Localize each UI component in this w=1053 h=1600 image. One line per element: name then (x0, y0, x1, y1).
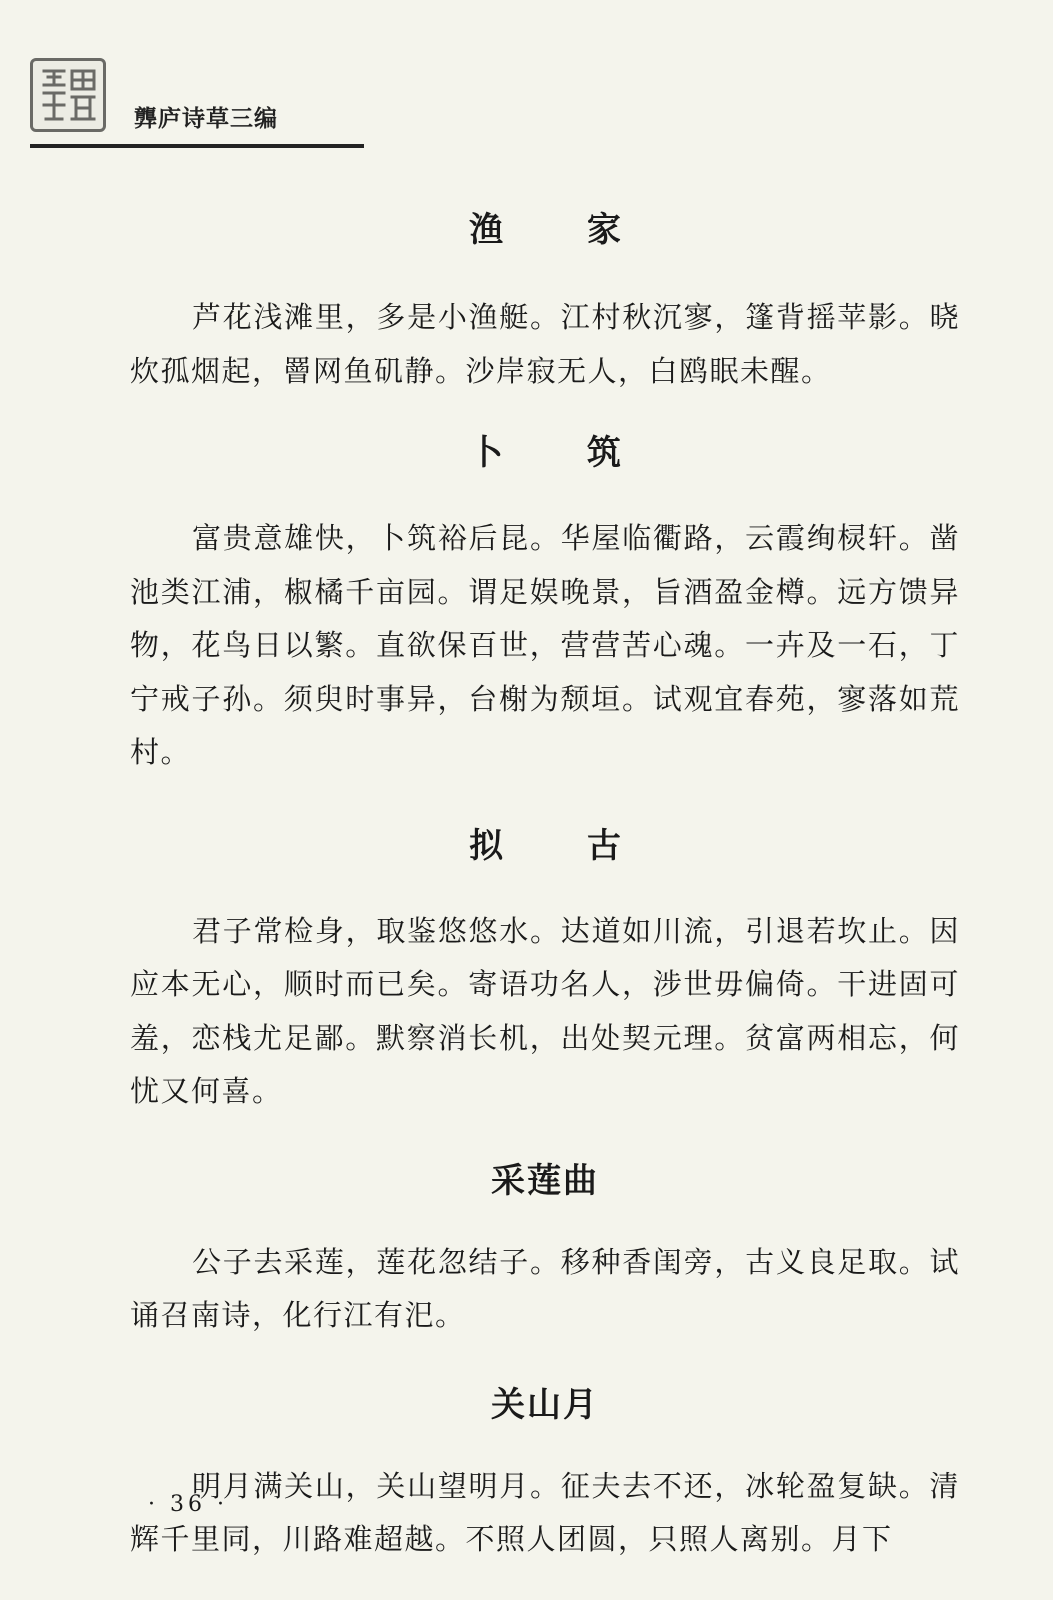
seal-glyph-icon (36, 65, 100, 125)
running-title: 龏庐诗草三编 (134, 106, 278, 132)
seal-stamp (30, 58, 106, 132)
poem-text: 明月满关山，关山望明月。征夫去不还，冰轮盈复缺。清辉千里同，川路难超越。不照人团圆，只照人离别。月下 (130, 1468, 960, 1556)
header-rule (30, 144, 364, 148)
poem-text: 公子去采莲，莲花忽结子。移种香闺旁，古义良足取。试诵召南诗，化行江有汜。 (130, 1244, 960, 1332)
poem-text: 芦花浅滩里，多是小渔艇。江村秋沉寥，篷背摇苹影。晓炊孤烟起，罾网鱼矶静。沙岸寂无人，白鸥眠未醒。 (130, 300, 960, 388)
poem-title: 关山月 (491, 1384, 599, 1425)
poem-title: 采莲曲 (491, 1160, 599, 1201)
page-body (130, 190, 960, 1567)
poem-title: 拟 古 (469, 825, 657, 866)
poem-title: 卜 筑 (469, 433, 657, 473)
poem-text: 富贵意雄快，卜筑裕后昆。华屋临衢路，云霞绚棂轩。凿池类江浦，椒橘千亩园。谓足娱晚景，旨酒盈金樽。远方馈异物，花鸟日以繁。直欲保百世，营营苦心魂。一卉及一石，丁宁戒子孙。须臾时事异，台榭为颓垣。试观宜春苑，寥落如荒村。 (130, 521, 960, 769)
page-number: · 36 · (148, 1492, 228, 1517)
poem-title: 渔 家 (469, 210, 657, 250)
poem-text: 君子常检身，取鉴悠悠水。达道如川流，引退若坎止。因应本无心，顺时而已矣。寄语功名人，涉世毋偏倚。干进固可羞，恋栈尤足鄙。默察消长机，出处契元理。贫富两相忘，何忧又何喜。 (130, 913, 960, 1108)
